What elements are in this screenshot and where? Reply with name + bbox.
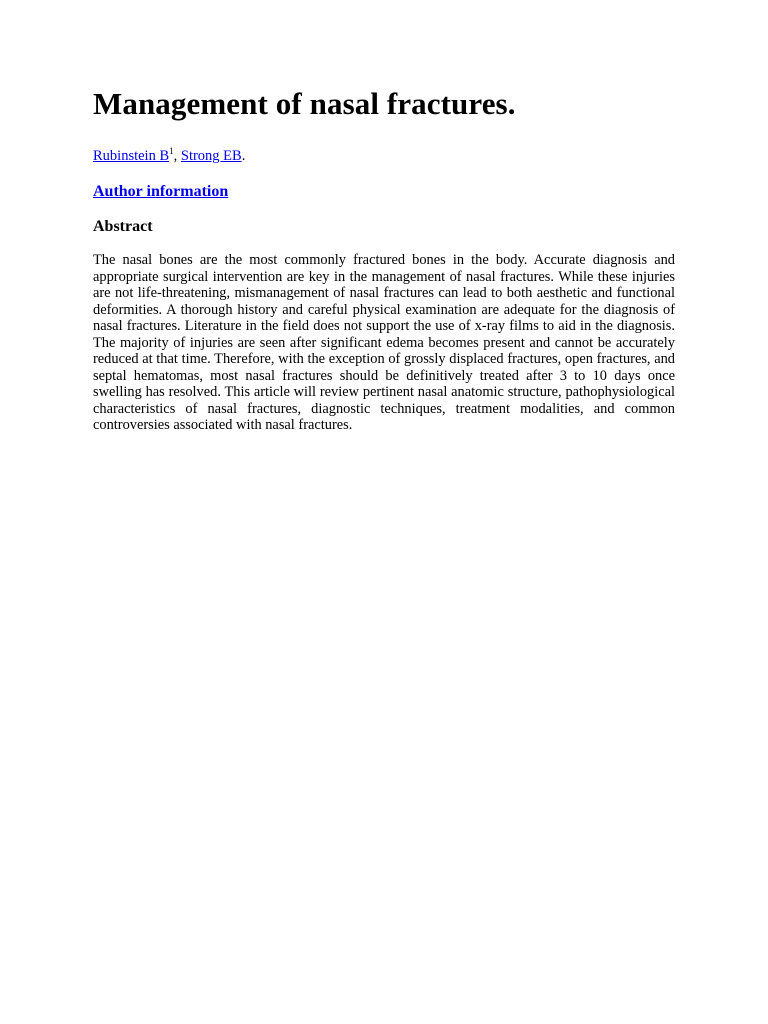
author-information-link[interactable]: Author information — [93, 183, 229, 200]
author-link-strong[interactable]: Strong EB — [180, 148, 242, 164]
article-title: Management of nasal fractures. — [93, 86, 516, 121]
abstract-text: The nasal bones are the most commonly fractured bones in the body. Accurate diagnosis and appropriate surgical intervention are key in the management of nasal fractures. While these injuries are not life-threatening, mismanagement of nasal fractures can lead to both aesthetic and functional deformities. A thorough history and careful physical examination are adequate for the diagnosis of nasal fractures. Literature in the field does not support the use of x-ray films to aid in the diagnosis. The majority of injuries are seen after significant edema becomes present and cannot be accurately reduced at that time. Therefore, with the exception of grossly displaced fractures, open fractures, and septal hematomas, most nasal fractures should be definitively treated after 3 to 10 days once swelling has resolved. This article will review pertinent nasal anatomic structure, pathophysiological characteristics of nasal fractures, diagnostic techniques, treatment modalities, and common controversies associated with nasal fractures. — [93, 252, 675, 433]
author-list — [93, 146, 675, 166]
author-separator: , — [173, 148, 181, 164]
document-page — [93, 80, 675, 448]
author-list-end: . — [241, 148, 246, 164]
author-affiliation-sup: 1 — [169, 146, 174, 157]
author-link-rubinstein[interactable]: Rubinstein B — [93, 148, 170, 164]
abstract-heading: Abstract — [93, 218, 153, 235]
author-information-section — [93, 181, 675, 203]
